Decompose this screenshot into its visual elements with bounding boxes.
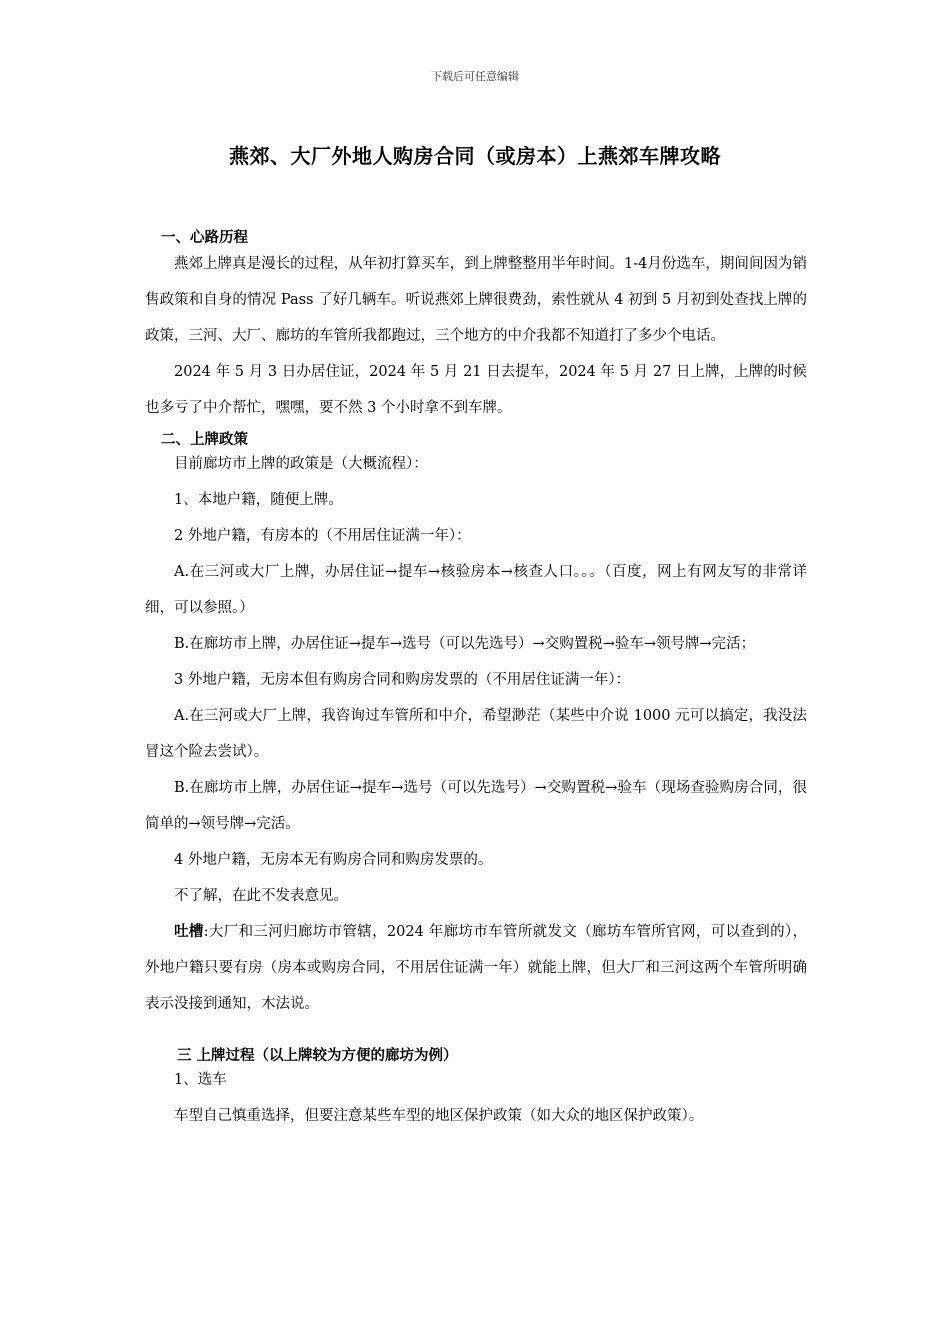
- document-body: [145, 226, 807, 1134]
- list-item: 2 外地户籍，有房本的（不用居住证满一年）：: [174, 528, 471, 544]
- paragraph: 2024 年 5 月 3 日办居住证，2024 年 5 月 21 日去提车，2024 年 5 月 27 日上牌，上牌的时候也多亏了中介帮忙，嘿嘿，要不然 3 个小时拿不到车牌。: [145, 364, 807, 416]
- section-heading-3: 三 上牌过程（以上牌较为方便的廊坊为例）: [177, 1047, 458, 1064]
- paragraph: 车型自己慎重选择，但要注意某些车型的地区保护政策（如大众的地区保护政策）。: [174, 1108, 704, 1124]
- list-item: A.在三河或大厂上牌，我咨询过车管所和中介，希望渺茫（某些中介说 1000 元可以搞定，我没法冒这个险去尝试）。: [145, 708, 807, 760]
- section-heading-1: 一、心路历程: [161, 229, 248, 246]
- list-item: 3 外地户籍，无房本但有购房合同和购房发票的（不用居住证满一年）：: [174, 672, 631, 688]
- list-item: B.在廊坊市上牌，办居住证→提车→选号（可以先选号）→交购置税→验车→领号牌→完活；: [174, 636, 756, 652]
- paragraph: 目前廊坊市上牌的政策是（大概流程）：: [174, 456, 428, 472]
- list-item: 4 外地户籍，无房本无有购房合同和购房发票的。: [174, 852, 493, 868]
- rant-label: 吐槽: [174, 923, 204, 940]
- list-item: B.在廊坊市上牌，办居住证→提车→选号（可以先选号）→交购置税→验车（现场查验购房合同，很简单的→领号牌→完活。: [145, 780, 807, 832]
- header-note: 下载后可任意编辑: [431, 70, 519, 83]
- rant-paragraph: [145, 914, 807, 1022]
- list-item: 1、本地户籍，随便上牌。: [174, 492, 343, 508]
- section-heading-2: 二、上牌政策: [161, 431, 248, 448]
- sub-heading: 1、选车: [174, 1072, 227, 1088]
- rant-text: :大厂和三河归廊坊市管辖，2024 年廊坊市车管所就发文（廊坊车管所官网，可以查到的），外地户籍只要有房（房本或购房合同，不用居住证满一年）就能上牌，但大厂和三河这两个车管所明确表示没接到通知，木法说。: [145, 924, 807, 1012]
- document-title: 燕郊、大厂外地人购房合同（或房本）上燕郊车牌攻略: [229, 144, 721, 168]
- list-item: A.在三河或大厂上牌，办居住证→提车→核验房本→核查人口。。。（百度，网上有网友写的非常详细，可以参照。）: [145, 564, 807, 616]
- paragraph: 燕郊上牌真是漫长的过程，从年初打算买车，到上牌整整用半年时间。1-4月份选车，期间间因为销售政策和自身的情况 Pass 了好几辆车。听说燕郊上牌很费劲，索性就从 4 初到 5 月初到处查找上牌的政策，三河、大厂、廊坊的车管所我都跑过，三个地方的中介我都不知道打了多少个电话。: [145, 256, 807, 344]
- paragraph: 不了解，在此不发表意见。: [174, 888, 348, 904]
